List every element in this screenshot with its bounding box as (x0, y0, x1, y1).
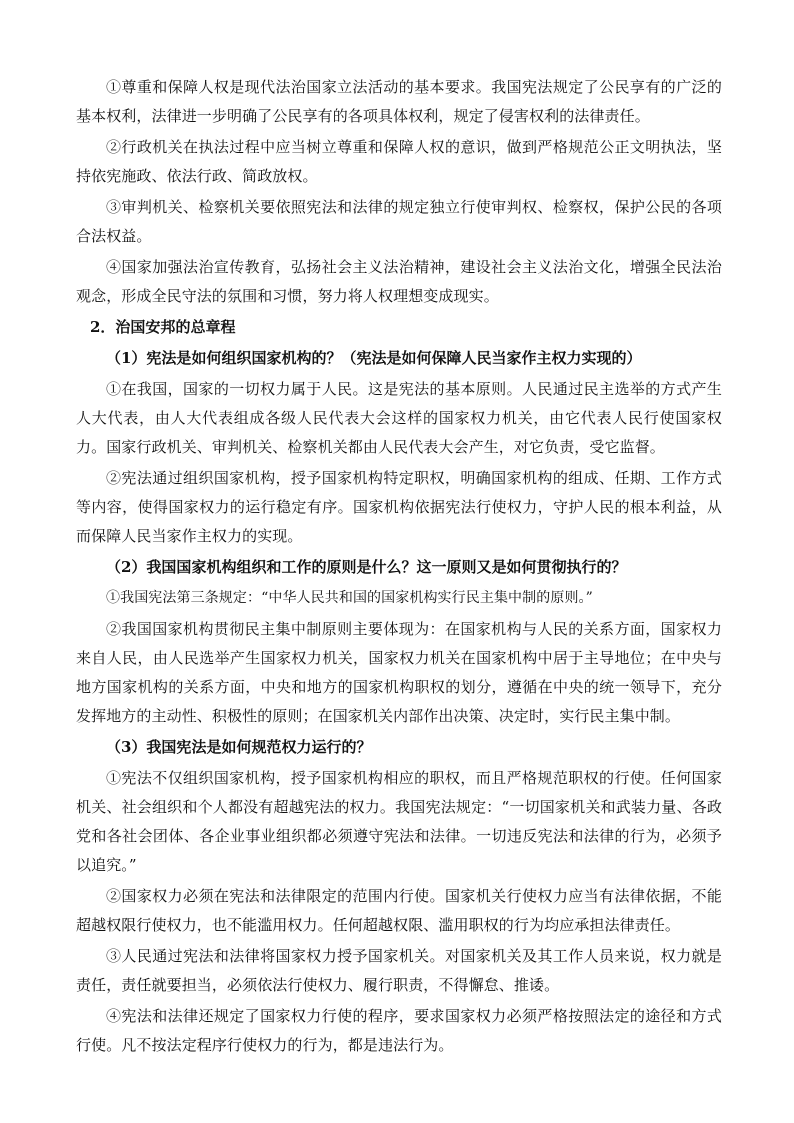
q3-paragraph-4: ④宪法和法律还规定了国家权力行使的程序，要求国家权力必须严格按照法定的途径和方式行使。凡不按法定程序行使权力的行为，都是违法行为。 (76, 1007, 722, 1054)
q2-paragraph-1: ①我国宪法第三条规定：“中华人民共和国的国家机构实行民主集中制的原则。” (106, 590, 593, 606)
q2-paragraph-2: ②我国国家机构贯彻民主集中制原则主要体现为：在国家机构与人民的关系方面，国家权力来自人民，由人民选举产生国家权力机关，国家权力机关在国家机构中居于主导地位；在中央与地方国家机构的关系方面，中央和地方的国家机构职权的划分，遵循在中央的统一领导下，充分发挥地方的主动性、积极性的原则；在国家机关内部作出决策、决定时，实行民主集中制。 (76, 620, 722, 725)
paragraph-human-rights-legislation: ①尊重和保障人权是现代法治国家立法活动的基本要求。我国宪法规定了公民享有的广泛的基本权利，法律进一步明确了公民享有的各项具体权利，规定了侵害权利的法律责任。 (76, 78, 722, 125)
question-2-title: （2）我国国家机构组织和工作的原则是什么？这一原则又是如何贯彻执行的？ (106, 558, 627, 576)
paragraph-judicial-organs: ③审判机关、检察机关要依照宪法和法律的规定独立行使审判权、检察权，保护公民的各项合法权益。 (76, 198, 722, 245)
q1-paragraph-2: ②宪法通过组织国家机构，授予国家机构特定职权，明确国家机构的组成、任期、工作方式等内容，使得国家权力的运行稳定有序。国家机构依据宪法行使权力，守护人民的根本利益，从而保障人民当家作主权力的实现。 (76, 469, 722, 545)
q3-paragraph-2: ②国家权力必须在宪法和法律限定的范围内行使。国家机关行使权力应当有法律依据，不能超越权限行使权力，也不能滥用权力。任何超越权限、滥用职权的行为均应承担法律责任。 (76, 887, 722, 934)
q1-paragraph-1: ①在我国，国家的一切权力属于人民。这是宪法的基本原则。人民通过民主选举的方式产生人大代表，由人大代表组成各级人民代表大会这样的国家权力机关，由它代表人民行使国家权力。国家行政机关、审判机关、检察机关都由人民代表大会产生，对它负责，受它监督。 (76, 380, 722, 456)
paragraph-administrative-organs: ②行政机关在执法过程中应当树立尊重和保障人权的意识，做到严格规范公正文明执法，坚持依宪施政、依法行政、简政放权。 (76, 138, 722, 185)
document-page (76, 73, 722, 1062)
paragraph-legal-education: ④国家加强法治宣传教育，弘扬社会主义法治精神，建设社会主义法治文化，增强全民法治观念，形成全民守法的氛围和习惯，努力将人权理想变成现实。 (76, 258, 722, 305)
question-3-title: （3）我国宪法是如何规范权力运行的？ (106, 738, 372, 756)
section-heading: 2．治国安邦的总章程 (90, 318, 236, 336)
question-1-title: （1）宪法是如何组织国家机构的？（宪法是如何保障人民当家作主权力实现的） (106, 349, 642, 367)
q3-paragraph-1: ①宪法不仅组织国家机构，授予国家机构相应的职权，而且严格规范职权的行使。任何国家机关、社会组织和个人都没有超越宪法的权力。我国宪法规定：“一切国家机关和武装力量、各政党和各社会团体、各企业事业组织都必须遵守宪法和法律。一切违反宪法和法律的行为，必须予以追究。” (76, 769, 722, 874)
q3-paragraph-3: ③人民通过宪法和法律将国家权力授予国家机关。对国家机关及其工作人员来说，权力就是责任，责任就要担当，必须依法行使权力、履行职责，不得懈怠、推诿。 (76, 947, 722, 994)
